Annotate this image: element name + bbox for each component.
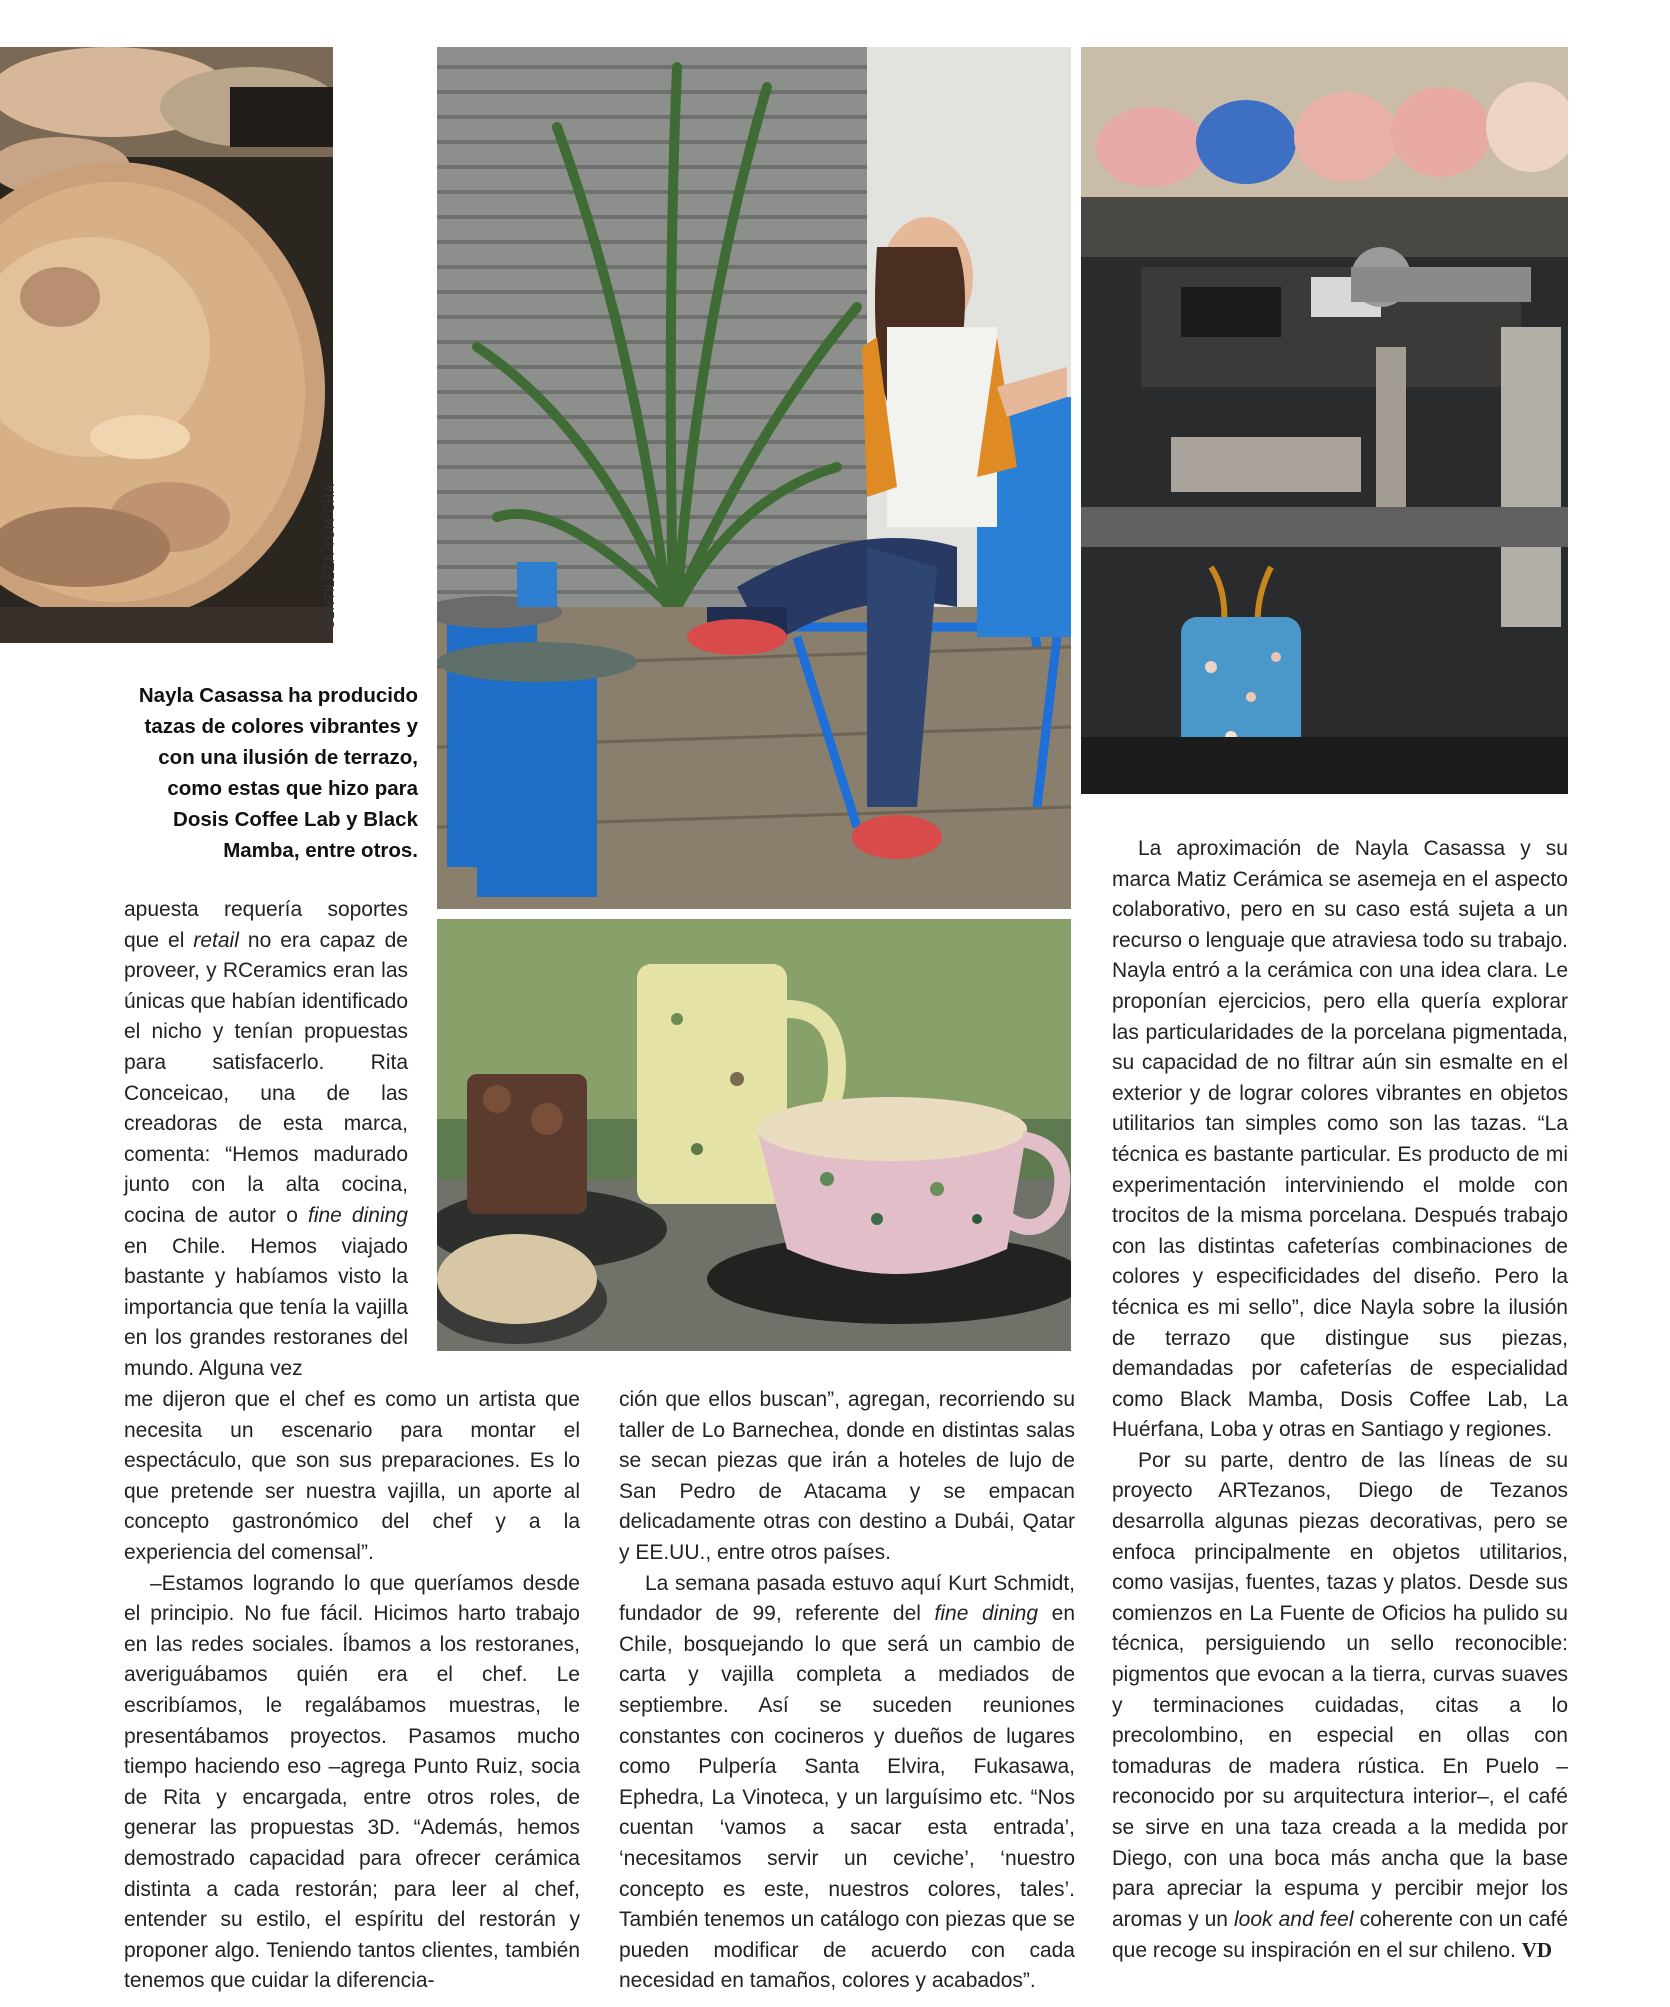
article-paragraph: ción que ellos buscan”, agregan, recorriendo su taller de Lo Barnechea, donde en distintas salas se secan piezas que irán a hoteles de lujo de San Pedro de Atacama y se empacan delicadamente otras con destino a Dubái, Qatar y EE.UU., entre otros países. [619, 1388, 1075, 1564]
text-run: en Chile. Hemos viajado bastante y habíamos visto la importancia que tenía la vajilla en los grandes restoranes del mundo. Alguna vez [124, 1234, 408, 1380]
italic-term: fine dining [934, 1602, 1039, 1626]
italic-term: look and feel [1234, 1907, 1354, 1931]
article-paragraph [1112, 1446, 1568, 1967]
article-paragraph: La aproximación de Nayla Casassa y su marca Matiz Cerámica se asemeja en el aspecto colaborativo, pero en su caso está sujeta a un recurso o lenguaje que atraviesa todo su trabajo. Nayla entró a la cerámica con una idea clara. Le proponían ejercicios, pero ella quería explorar las particularidades de la porcelana pigmentada, su capacidad de no filtrar aún sin esmalte en el exterior y de lograr colores vibrantes en objetos utilitarios tan simples como son las tazas. “La técnica es bastante particular. Es producto de mi experimentación interviniendo el molde con trocitos de la misma porcelana. Después trabajo con las distintas cafeterías combinaciones de colores y especificidades del diseño. Pero la técnica es mi sello”, dice Nayla sobre la ilusión de terrazo que distingue sus piezas, demandadas por cafeterías de especialidad como Black Mamba, Dosis Coffee Lab, La Huérfana, Loba y otras en Santiago y regiones. [1112, 837, 1568, 1442]
article-paragraph: –Estamos logrando lo que queríamos desde el principio. No fue fácil. Hicimos harto trabajo en las redes sociales. Íbamos a los restoranes, averiguábamos quién era el chef. Le escribíamos, le regalábamos muestras, le presentábamos proyectos. Pasamos mucho tiempo haciendo eso –agrega Punto Ruiz, socia de Rita y encargada, entre otros roles, de generar las propuestas 3D. “Además, hemos demostrado capacidad para ofrecer cerámica distinta a cada restorán; para leer al chef, entender su estilo, el espíritu del restorán y proponer algo. Teniendo tantos clientes, también tenemos que cuidar la diferencia- [124, 1571, 580, 1993]
article-column-3 [619, 1385, 1075, 1997]
photo-cups-pastries [437, 919, 1071, 1351]
photo-caption: Nayla Casassa ha producido tazas de colores vibrantes y con una ilusión de terrazo, como estas que hizo para Dosis Coffee Lab y Black Mamba, entre otros. [138, 684, 418, 862]
photo-nayla-portrait [437, 47, 1071, 909]
article-column-4 [1112, 834, 1568, 1967]
article-paragraph [124, 895, 408, 1385]
italic-term: fine dining [307, 1203, 408, 1227]
photo-espresso-machine [1081, 47, 1568, 794]
text-run: La semana pasada estuvo aquí Kurt Schmidt, fundador de 99, referente del [619, 1571, 1075, 1626]
italic-term: retail [193, 928, 239, 952]
article-paragraph [619, 1569, 1075, 1997]
article-paragraph: me dijeron que el chef es como un artista que necesita un escenario para montar el espectáculo, que son sus preparaciones. Es lo que pretende ser nuestra vajilla, un aporte al concepto gastronómico del chef y a la experiencia del comensal”. [124, 1388, 580, 1564]
article-column-1 [124, 895, 408, 1385]
text-run: en Chile, bosquejando lo que será un cambio de carta y vajilla completa a mediados de septiembre. Así se suceden reuniones constantes con cocineros y dueños de lugares como Pulpería Santa Elvira, Fukasawa, Ephedra, La Vinoteca, y un larguísimo etc. “Nos cuentan ‘vamos a sacar esta entrada’, ‘necesitamos servir un ceviche’, ‘nuestro concepto es este, nuestros colores, tales’. También tenemos un catálogo con piezas que se pueden modificar de acuerdo con cada necesidad en tamaños, colores y acabados”. [619, 1602, 1076, 1993]
text-run: no era capaz de proveer, y RCeramics eran las únicas que habían identificado el nicho y tenían propuestas para satisfacerlo. Rita Conceicao, una de las creadoras de esta marca, comenta: “Hemos madurado junto con la alta cocina, cocina de autor o [124, 928, 408, 1227]
author-signature: VD [1521, 1938, 1553, 1963]
text-run: Por su parte, dentro de las líneas de su proyecto ARTezanos, Diego de Tezanos desarrolla algunas piezas decorativas, pero se enfoca principalmente en objetos utilitarios, como vasijas, fuentes, tazas y platos. Desde sus comienzos en La Fuente de Oficios ha pulido su técnica, persiguiendo un sello reconocible: pigmentos que evocan a la tierra, curvas suaves y terminaciones cuidadas, citas a lo precolombino, en especial en ollas con tomaduras de madera rústica. En Puelo –reconocido por su arquitectura interior–, el café se sirve en una taza creada a la medida por Diego, con una boca más ancha que la base para apreciar la espuma y percibir mejor los aromas y un [1112, 1448, 1568, 1931]
article-column-2 [124, 1385, 580, 1997]
text-run: coherente con un café que recoge su inspiración en el sur chileno. [1112, 1907, 1569, 1963]
photo-credit: GENTILEZA YUM CHA [323, 483, 338, 630]
text-run: apuesta requería soportes que el [124, 898, 408, 952]
photo-ceramic-bowl [0, 47, 333, 643]
